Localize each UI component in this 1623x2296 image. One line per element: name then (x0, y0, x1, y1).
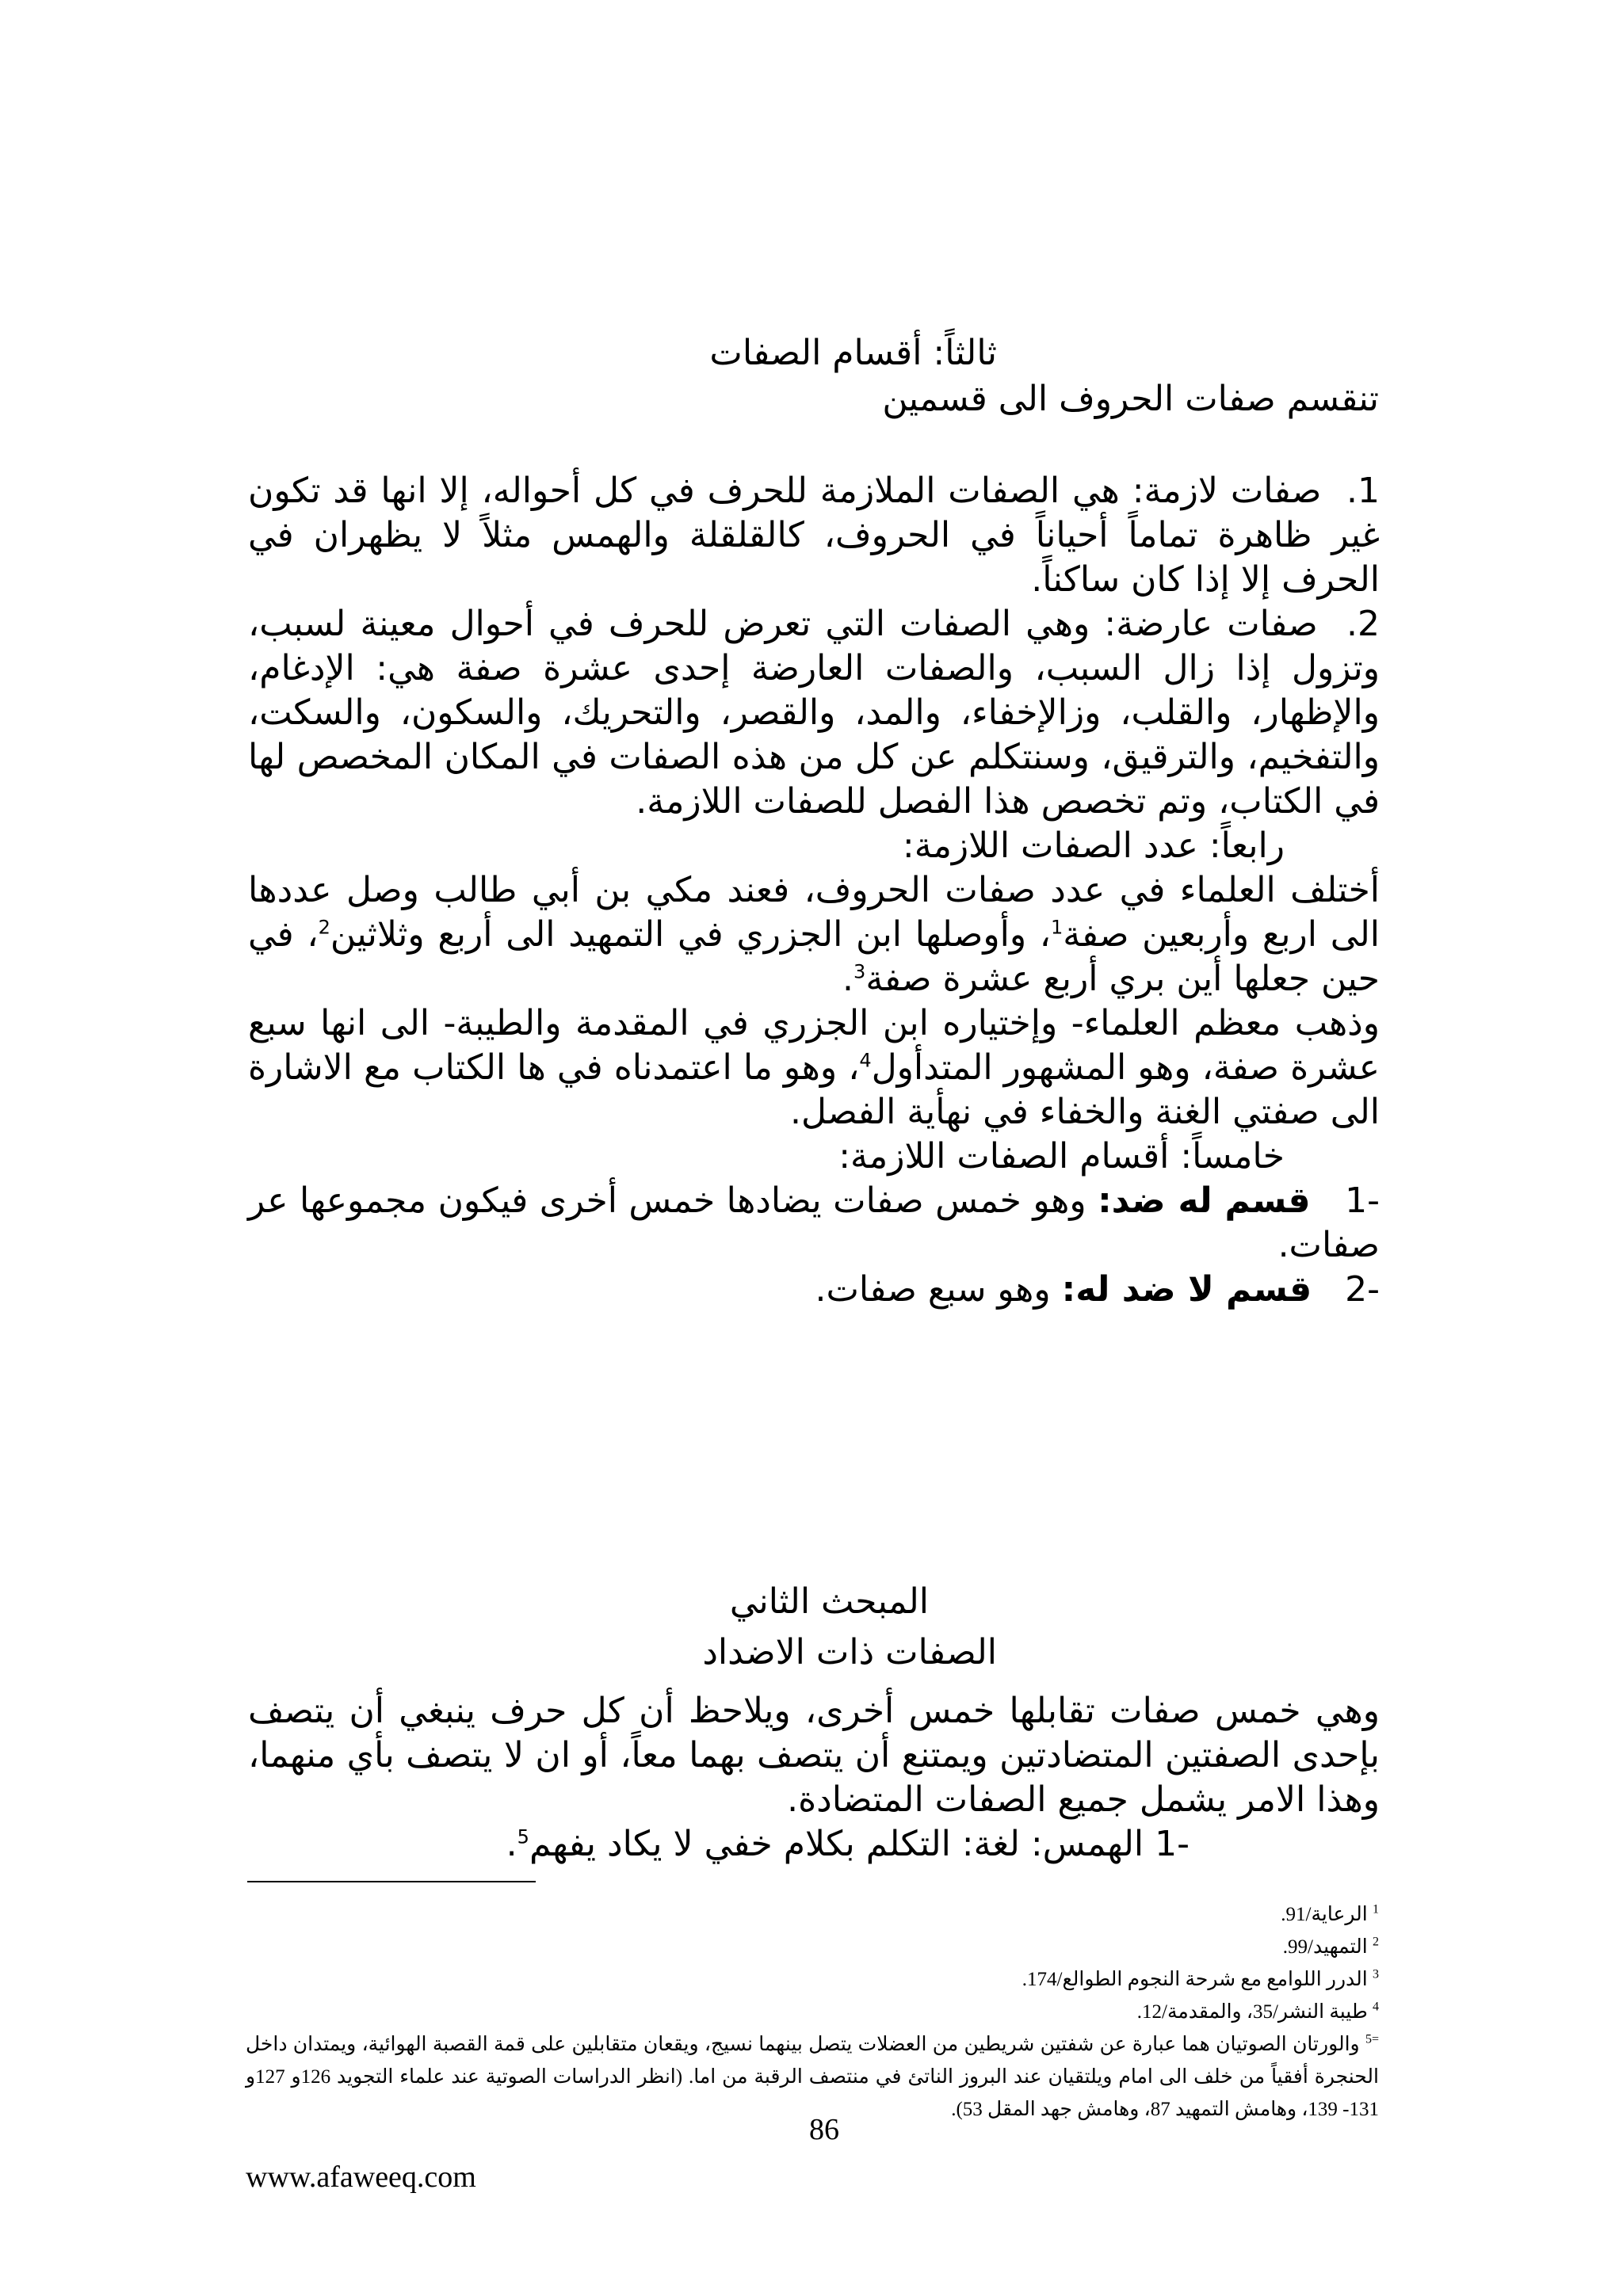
chapter-title (730, 1581, 929, 1622)
paragraph-text: وهي خمس صفات تقابلها خمس أخرى، ويلاحظ أن كل حرف ينبغي أن يتصف بإحدى الصفتين المتضادتين ويمتنع أن يتصف بهما معاً، أو ان لا يتصف بأي منهما، وهذا الامر يشمل جميع الصفات المتضادة. (248, 1691, 1380, 1820)
footnote (246, 2028, 1379, 2126)
chapter-title-text: المبحث الثاني (729, 1581, 929, 1622)
section-title (709, 333, 997, 373)
footnote-ref[interactable]: 1 (1050, 916, 1064, 939)
footnote (246, 1963, 1379, 1996)
paragraph-text: ، في حين جعلها أين بري أربع عشرة صفة (248, 914, 1380, 999)
paragraph-text: أختلف العلماء في عدد صفات الحروف، فعند مكي بن أبي طالب وصل عددها الى اربع وأربعين صفة (248, 870, 1380, 955)
paragraph (248, 868, 1380, 1001)
list-item (248, 1179, 1380, 1268)
item-number: 1. (1346, 471, 1380, 511)
list-item (248, 602, 1380, 824)
footnote-separator (247, 1881, 536, 1882)
footnote-mark: 3 (1373, 1967, 1379, 1981)
paragraph-text: وذهب معظم العلماء- وإختياره ابن الجزري في المقدمة والطيبة- الى انها سبع عشرة صفة، وهو المشهور المتدأول (248, 1003, 1380, 1088)
page-number: 86 (809, 2113, 839, 2146)
paragraph (248, 1001, 1380, 1135)
list-item (248, 1268, 1380, 1312)
section3-title: ثالثاً: أقسام الصفات (709, 333, 997, 373)
list-item (248, 1822, 1380, 1867)
footnote-mark: =5 (1365, 2032, 1379, 2046)
footnote-ref[interactable]: 2 (318, 916, 330, 939)
footnote (246, 1996, 1379, 2028)
footnote-text: الرعاية/91. (1281, 1904, 1373, 1925)
item-text: صفات لازمة: هي الصفات الملازمة للحرف في كل أحواله، إلا انها قد تكون غير ظاهرة تماماً أحياناً في الحروف، كالقلقلة والهمس مثلاً لا يظهران في الحرف إلا إذا كان ساكناً. (248, 471, 1380, 600)
chapter-subtitle (702, 1632, 997, 1672)
site-url-link[interactable]: www.afaweeq.com (246, 2161, 476, 2194)
section3-subtitle: تنقسم صفات الحروف الى قسمين (882, 379, 1379, 419)
item-text: وهو سبع صفات. (815, 1269, 1062, 1310)
paragraph-text: ، وهو ما اعتمدناه في ها الكتاب مع الاشارة الى صفتي الغنة والخفاء في نهأية الفصل. (248, 1047, 1380, 1132)
paragraph-text: ، وأوصلها ابن الجزري في التمهيد الى أربع وثلاثين (330, 914, 1051, 955)
footnote-text: والورتان الصوتيان هما عبارة عن شفتين شريطين من العضلات يتصل بينهما نسيج، ويقعان متقابلين على قمة القصبة الهوائية، ويمتدان داخل الحنجرة أفقياً من خلف الى امام ويلتقيان عند البروز الناتئ في منتصف الرقبة من اما. (انظر الدراسات الصوتية عند علماء التجويد 126و 127و 131- 139، وهامش التمهيد 87، وهامش جهد المقل 53). (246, 2034, 1379, 2120)
chapter-body (248, 1689, 1380, 1867)
list-item (248, 469, 1380, 602)
item-number: -2 (1345, 1269, 1380, 1310)
item-lead: قسم له ضد: (1098, 1180, 1311, 1221)
footnotes (246, 1898, 1379, 2126)
item-text: صفات عارضة: وهي الصفات التي تعرض للحرف في أحوال معينة لسبب، وتزول إذا زال السبب، والصفات العارضة إحدى عشرة صفة هي: الإدغام، والإظهار، والقلب، وزالإخفاء، والمد، والقصر، والتحريك، والسكون، والسكت، والتفخيم، والترقيق، وسنتكلم عن كل من هذه الصفات في المكان المخصص لها في الكتاب، وتم تخصص هذا الفصل للصفات اللازمة. (248, 604, 1380, 822)
item-text: . (506, 1824, 517, 1864)
item-text: وهو خمس صفات يضادها خمس أخرى فيكون مجموعها عر صفات. (248, 1180, 1380, 1265)
item-lead: قسم لا ضد له: (1061, 1269, 1312, 1310)
footnote-mark: 4 (1373, 2000, 1379, 2014)
footnote-text: طيبة النشر/35، والمقدمة/12. (1136, 2001, 1373, 2023)
footnote-text: الدرر اللوامع مع شرحة النجوم الطوالع/174. (1022, 1969, 1373, 1990)
section4-title: رابعاً: عدد الصفات اللازمة: (902, 826, 1285, 866)
main-body (248, 469, 1380, 1312)
section-subtitle (882, 379, 1379, 419)
item-number: -1 (1155, 1824, 1190, 1864)
item-number: -1 (1345, 1180, 1380, 1221)
footnote (246, 1931, 1379, 1963)
section4-heading (248, 824, 1380, 868)
footnote (246, 1898, 1379, 1931)
footnote-ref[interactable]: 5 (517, 1825, 529, 1848)
section5-heading (248, 1135, 1380, 1179)
item-text: الهمس: لغة: التكلم بكلام خفي لا يكاد يفهم (529, 1824, 1155, 1864)
item-number: 2. (1346, 604, 1380, 644)
section5-title: خامساً: أقسام الصفات اللازمة: (838, 1136, 1285, 1177)
footnote-ref[interactable]: 4 (859, 1049, 872, 1072)
footnote-ref[interactable]: 3 (854, 960, 866, 983)
footnote-mark: 2 (1373, 1935, 1379, 1949)
footnote-text: التمهيد/99. (1282, 1936, 1373, 1958)
footnote-mark: 1 (1373, 1902, 1379, 1917)
paragraph (248, 1689, 1380, 1822)
paragraph-text: . (842, 959, 854, 999)
chapter-subtitle-text: الصفات ذات الاضداد (702, 1632, 997, 1672)
